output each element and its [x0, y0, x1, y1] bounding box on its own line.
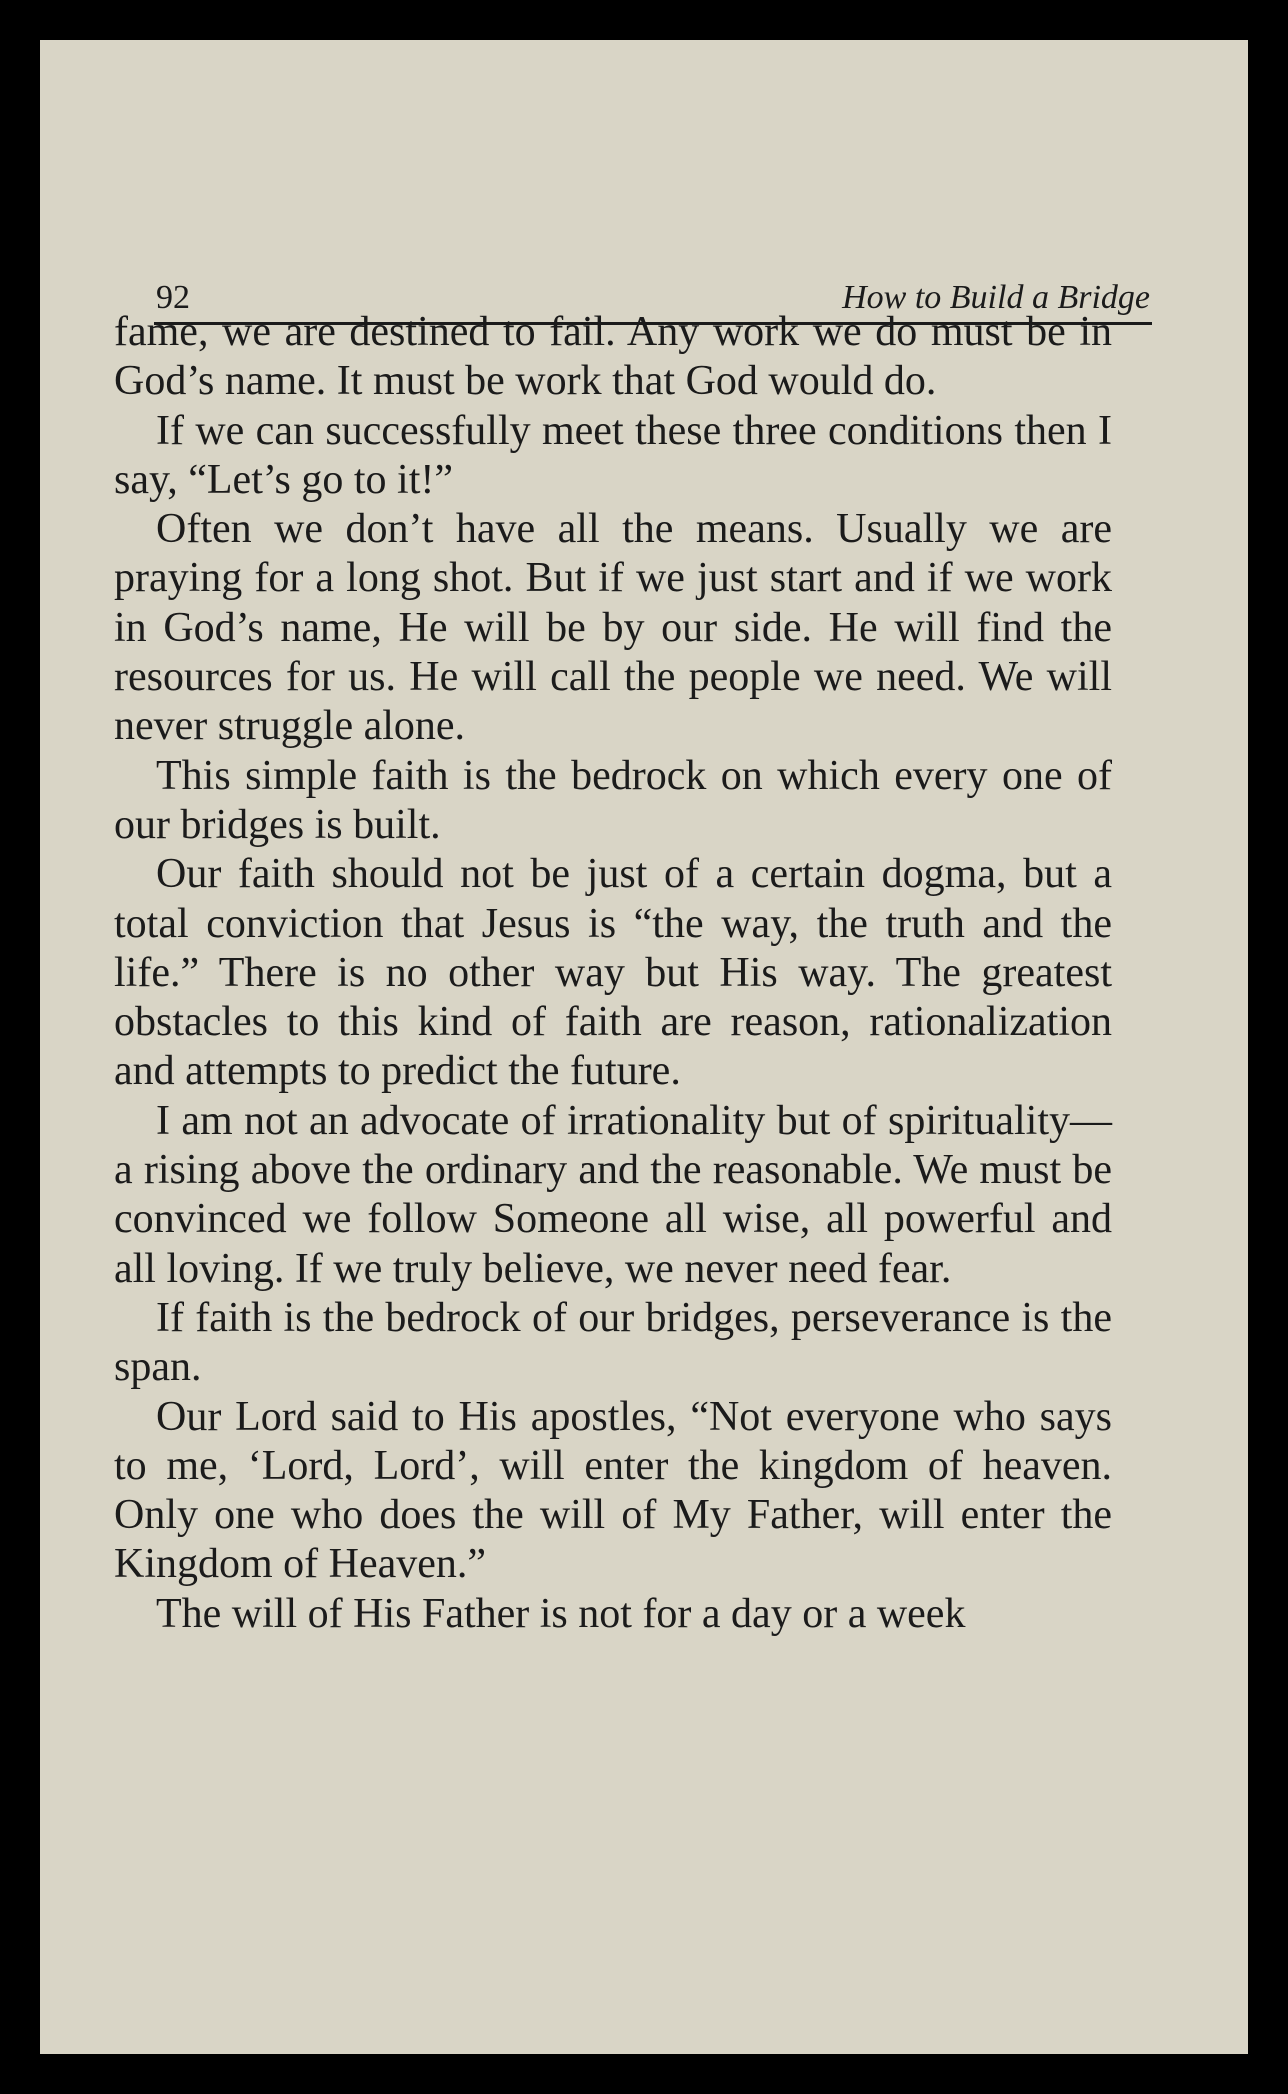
running-title: How to Build a Bridge: [842, 279, 1150, 316]
paragraph: Our faith should not be just of a certain dogma, but a total conviction that Jesus is “the way, the truth and the life.” There is no other way but His way. The greatest obstacles to this kind of faith are reason, rationalization and attempts to predict the future.: [114, 851, 1112, 1095]
paragraph: Our Lord said to His apostles, “Not everyone who says to me, ‘Lord, Lord’, will enter the kingdom of heaven. Only one who does the will of My Father, will enter the Kingdom of Heaven.”: [114, 1393, 1112, 1588]
paragraph: This simple faith is the bedrock on which every one of our bridges is built.: [114, 752, 1112, 848]
page-number: 92: [156, 279, 190, 316]
body-text: [114, 308, 1112, 1639]
paragraph: The will of His Father is not for a day or a week: [156, 1590, 966, 1637]
paragraph: If faith is the bedrock of our bridges, perseverance is the span.: [114, 1294, 1112, 1391]
paragraph: fame, we are destined to fail. Any work we do must be in God’s name. It must be work that God would do.: [114, 309, 1112, 405]
paragraph: I am not an advocate of irrationality but of spirituality—a rising above the ordinary and the reasonable. We must be convinced we follow Someone all wise, all powerful and all loving. If we truly believe, we never need fear.: [114, 1097, 1112, 1292]
paragraph: If we can successfully meet these three conditions then I say, “Let’s go to it!”: [114, 407, 1112, 503]
paragraph: Often we don’t have all the means. Usually we are praying for a long shot. But if we just start and if we work in God’s name, He will be by our side. He will find the resources for us. He will call the people we need. We will never struggle alone.: [114, 506, 1112, 750]
